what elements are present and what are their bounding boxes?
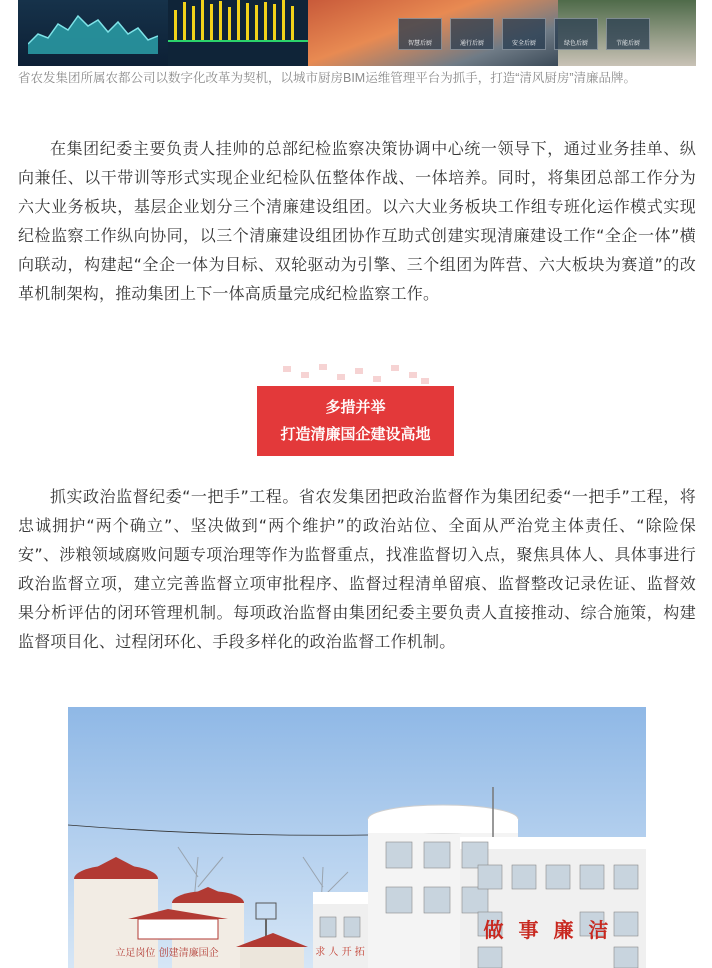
decorative-bar — [228, 7, 231, 40]
photo-sign-left: 立足岗位 创建清廉国企 — [115, 948, 219, 959]
section-title-decoration — [283, 362, 429, 386]
platform-tile — [450, 18, 494, 50]
platform-tile-label: 绿色后厨 — [563, 40, 588, 47]
decorative-bar — [291, 6, 294, 40]
dashboard-chart-panel — [18, 0, 168, 66]
photo-sign-small: 求 人 开 拓 — [315, 947, 365, 958]
decorative-bar — [174, 10, 177, 40]
section-title-line2: 打造清廉国企建设高地 — [280, 425, 431, 443]
platform-tile — [606, 18, 650, 50]
image-caption: 省农发集团所属农都公司以数字化改革为契机，以城市厨房BIM运维管理平台为抓手，打造“清风厨房”清廉品牌。 — [18, 71, 637, 85]
bar-chart-graphic — [168, 0, 308, 66]
decorative-bar — [210, 4, 213, 40]
decorative-bar — [201, 0, 204, 40]
decorative-bar — [183, 2, 186, 40]
decorative-bar — [273, 4, 276, 40]
platform-tile-label: 通行后厨 — [459, 40, 484, 47]
platform-tile — [502, 18, 546, 50]
decorative-bar — [219, 1, 222, 40]
platform-tile-label: 节能后厨 — [615, 40, 640, 47]
platform-tile-label: 智慧后厨 — [407, 40, 432, 47]
photo-sign-right: 做 事 廉 洁 — [483, 918, 613, 942]
section-title-line1: 多措并举 — [325, 398, 386, 416]
decorative-bar — [246, 3, 249, 40]
top-article-image — [18, 0, 696, 66]
decorative-bar — [264, 2, 267, 40]
decorative-bar-baseline — [168, 40, 308, 42]
area-chart-graphic — [28, 4, 158, 54]
decorative-bar — [255, 5, 258, 40]
platform-icon-row — [398, 18, 658, 48]
platform-tile — [554, 18, 598, 50]
bottom-article-photo — [68, 707, 646, 968]
platform-tile-label: 安全后厨 — [511, 40, 536, 47]
decorative-bar — [282, 0, 285, 40]
decorative-bar — [237, 0, 240, 40]
section-title-banner — [257, 386, 454, 456]
platform-tile — [398, 18, 442, 50]
body-paragraph: 抓实政治监督纪委“一把手”工程。省农发集团把政治监督作为集团纪委“一把手”工程，将忠诚拥护“两个确立”、坚决做到“两个维护”的政治站位、全面从严治党主体责任、“除险保安”、涉粮领域腐败问题专项治理等作为监督重点，找准监督切入点，聚焦具体人、具体事进行政治监督立项，建立完善监督立项审批程序、监督过程清单留痕、监督整改记录佐证、监督效果分析评估的闭环管理机制。每项政治监督由集团纪委主要负责人直接推动、综合施策，构建监督项目化、过程闭环化、手段多样化的政治监督工作机制。 — [18, 487, 696, 651]
body-paragraph: 在集团纪委主要负责人挂帅的总部纪检监察决策协调中心统一领导下，通过业务挂单、纵向兼任、以干带训等形式实现企业纪检队伍整体作战、一体培养。同时，将集团总部工作分为六大业务板块，基层企业划分三个清廉建设组团。以六大业务板块工作组专班化运作模式实现纪检监察工作纵向协同，以三个清廉建设组团协作互助式创建实现清廉建设工作“全企一体”横向联动，构建起“全企一体为目标、双轮驱动为引擎、三个组团为阵营、六大板块为赛道”的改革机制架构，推动集团上下一体高质量完成纪检监察工作。 — [18, 139, 696, 303]
decorative-bar — [192, 6, 195, 40]
